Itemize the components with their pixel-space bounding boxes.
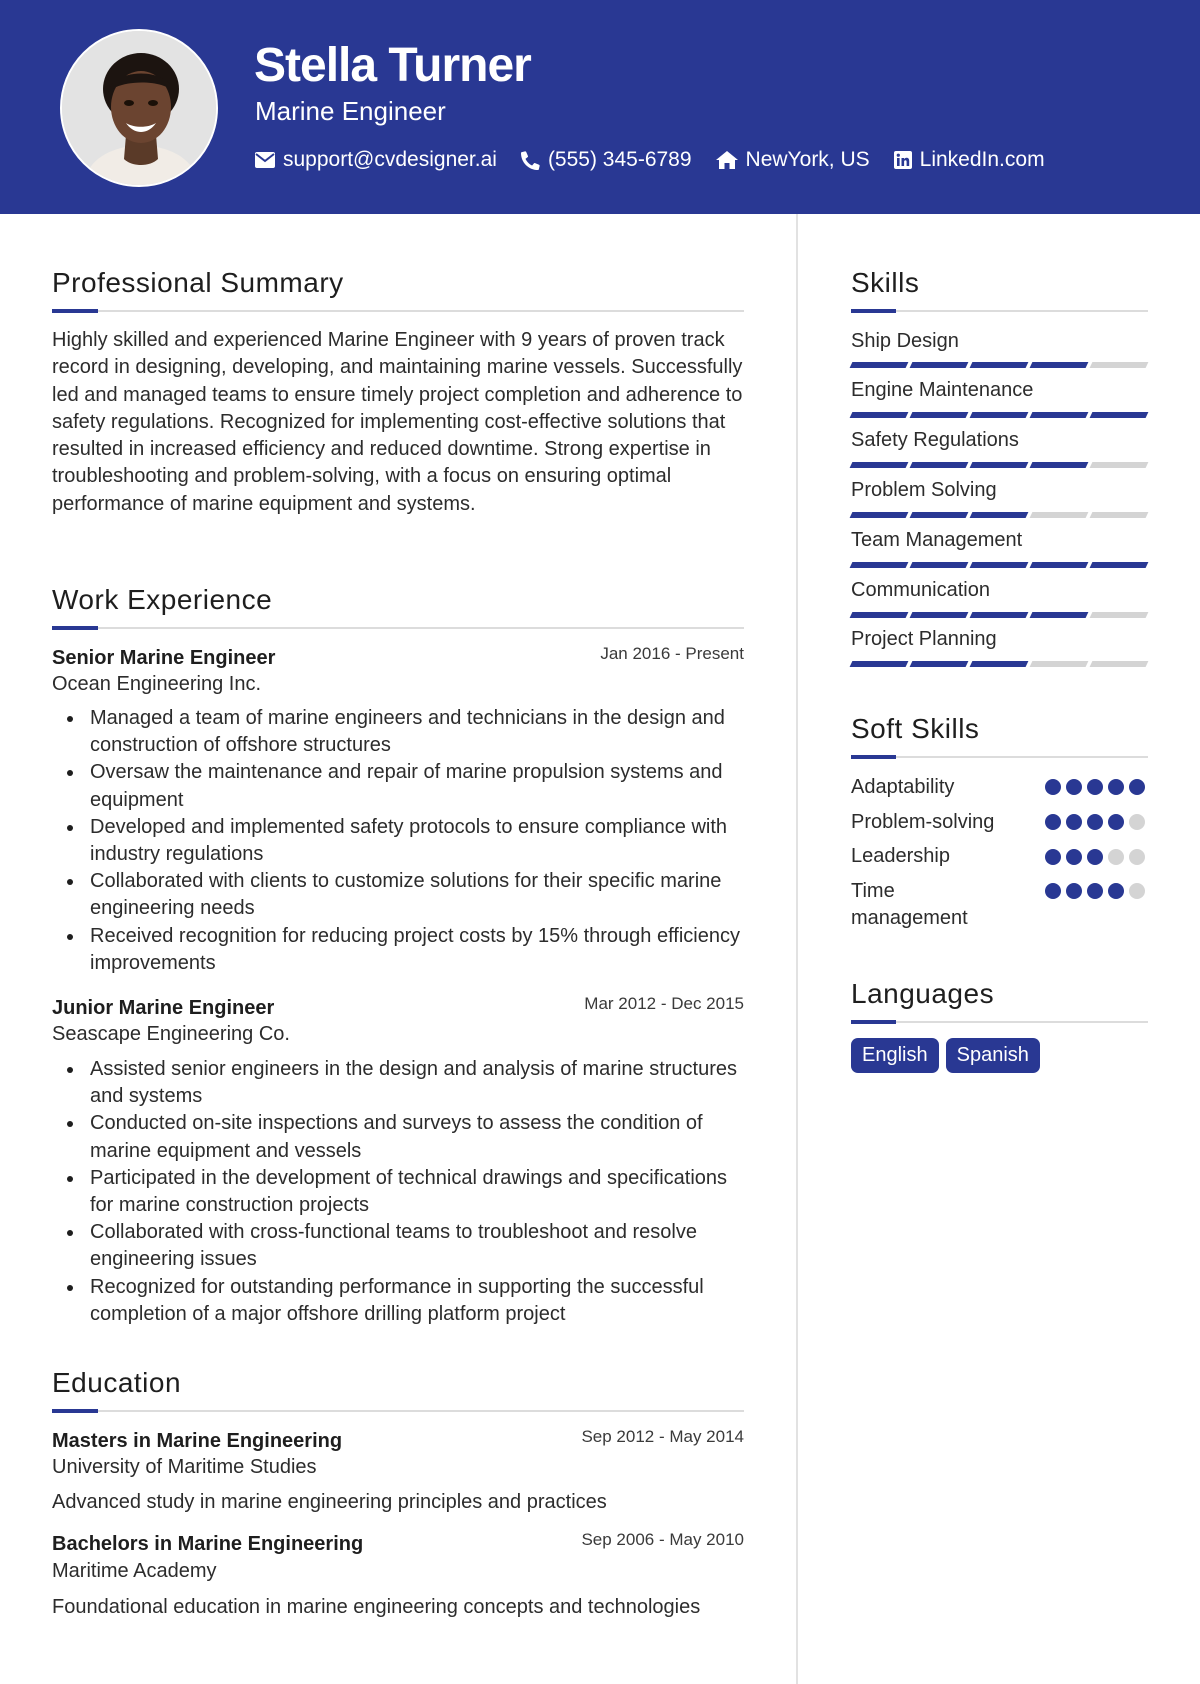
skill-segment-filled [1030, 462, 1089, 468]
education-heading: Education [52, 1367, 182, 1398]
skill-name: Safety Regulations [851, 429, 1019, 451]
experience-heading: Work Experience [52, 584, 273, 615]
soft-skill-name: Problem-solving [851, 811, 995, 833]
skill-bar [851, 661, 1147, 667]
skill-segment-filled [970, 462, 1029, 468]
job-company: Ocean Engineering Inc. [52, 673, 262, 695]
experience-rule [52, 627, 744, 629]
language-tags [851, 1038, 1040, 1073]
rating-dot-empty [1129, 883, 1145, 899]
soft-skill-name: Leadership [851, 845, 950, 867]
skill-segment-empty [1090, 462, 1149, 468]
education-rule [52, 1410, 744, 1412]
skill-segment-filled [910, 362, 969, 368]
envelope-icon [255, 152, 275, 168]
skill-segment-filled [970, 612, 1029, 618]
skill-segment-empty [1090, 362, 1149, 368]
job-bullets [52, 705, 752, 977]
skill-name: Team Management [851, 529, 1023, 551]
list-item: Conducted on-site inspections and surveys to assess the condition of marine equipment and vessels [52, 1110, 752, 1164]
skill-name: Ship Design [851, 330, 959, 352]
degree-description: Foundational education in marine engineering concepts and technologies [52, 1596, 701, 1618]
linkedin-icon [894, 151, 912, 169]
skill-segment-filled [850, 512, 909, 518]
rating-dot-filled [1045, 779, 1061, 795]
skill-segment-filled [850, 562, 909, 568]
contact-linkedin[interactable] [894, 146, 1045, 174]
skill-segment-filled [910, 661, 969, 667]
skill-bar [851, 412, 1147, 418]
skill-segment-filled [910, 462, 969, 468]
experience-rule-accent [52, 626, 98, 630]
skill-segment-filled [970, 362, 1029, 368]
soft-skill-rating [1045, 849, 1145, 865]
candidate-title: Marine Engineer [255, 96, 446, 126]
rating-dot-filled [1066, 779, 1082, 795]
skill-name: Problem Solving [851, 479, 997, 501]
skill-name: Engine Maintenance [851, 379, 1034, 401]
summary-heading: Professional Summary [52, 267, 344, 298]
phone-text: (555) 345-6789 [547, 148, 692, 171]
language-tag: English [851, 1038, 939, 1073]
degree-title: Masters in Marine Engineering [52, 1430, 343, 1452]
rating-dot-filled [1108, 814, 1124, 830]
skill-segment-empty [1030, 661, 1089, 667]
soft-skills-rule-accent [851, 755, 896, 759]
job-dates: Mar 2012 - Dec 2015 [584, 994, 744, 1013]
soft-skill-rating [1045, 814, 1145, 830]
list-item: Managed a team of marine engineers and technicians in the design and construction of offshore structures [52, 705, 752, 759]
rating-dot-filled [1045, 849, 1061, 865]
degree-description: Advanced study in marine engineering principles and practices [52, 1491, 607, 1513]
list-item: Collaborated with clients to customize solutions for their specific marine engineering needs [52, 868, 752, 922]
soft-skill-name: Adaptability [851, 776, 955, 798]
rating-dot-filled [1087, 883, 1103, 899]
soft-skill-rating [1045, 779, 1145, 795]
rating-dot-filled [1129, 779, 1145, 795]
avatar [60, 29, 218, 187]
contact-location [716, 146, 870, 174]
linkedin-text: LinkedIn.com [919, 148, 1045, 171]
skill-segment-filled [910, 562, 969, 568]
contact-phone[interactable] [521, 146, 692, 174]
candidate-name: Stella Turner [254, 39, 531, 92]
skill-bar [851, 562, 1147, 568]
summary-rule [52, 310, 744, 312]
school-name: University of Maritime Studies [52, 1456, 317, 1478]
skill-segment-empty [1090, 612, 1149, 618]
job-bullets [52, 1056, 752, 1328]
rating-dot-filled [1066, 814, 1082, 830]
education-rule-accent [52, 1409, 98, 1413]
soft-skills-heading: Soft Skills [851, 713, 980, 744]
rating-dot-filled [1108, 779, 1124, 795]
rating-dot-empty [1129, 849, 1145, 865]
skill-segment-filled [910, 412, 969, 418]
rating-dot-filled [1045, 814, 1061, 830]
skill-segment-filled [1030, 612, 1089, 618]
skill-bar [851, 512, 1147, 518]
list-item: Recognized for outstanding performance in supporting the successful completion of a major offshore drilling platform project [52, 1274, 752, 1328]
skill-name: Project Planning [851, 628, 997, 650]
column-divider [796, 214, 798, 1684]
degree-dates: Sep 2006 - May 2010 [581, 1530, 744, 1549]
resume-header [0, 0, 1200, 214]
email-text: support@cvdesigner.ai [283, 148, 497, 171]
list-item: Received recognition for reducing project costs by 15% through efficiency improvements [52, 923, 752, 977]
rating-dot-empty [1129, 814, 1145, 830]
job-dates: Jan 2016 - Present [600, 644, 744, 663]
degree-dates: Sep 2012 - May 2014 [581, 1427, 744, 1446]
location-text: NewYork, US [745, 148, 870, 171]
skill-segment-filled [850, 362, 909, 368]
rating-dot-filled [1087, 779, 1103, 795]
skill-segment-filled [970, 661, 1029, 667]
skill-segment-empty [1090, 512, 1149, 518]
rating-dot-filled [1087, 814, 1103, 830]
rating-dot-filled [1066, 883, 1082, 899]
list-item: Assisted senior engineers in the design and analysis of marine structures and systems [52, 1056, 752, 1110]
skill-bar [851, 362, 1147, 368]
rating-dot-empty [1108, 849, 1124, 865]
job-title: Junior Marine Engineer [52, 997, 275, 1019]
skill-segment-filled [970, 412, 1029, 418]
soft-skill-name: Time management [851, 880, 968, 929]
contact-email[interactable] [255, 146, 497, 174]
soft-skill-rating [1045, 883, 1145, 899]
skill-segment-filled [1090, 412, 1149, 418]
list-item: Oversaw the maintenance and repair of marine propulsion systems and equipment [52, 759, 752, 813]
skill-segment-empty [1030, 512, 1089, 518]
summary-rule-accent [52, 309, 98, 313]
skill-segment-filled [1030, 362, 1089, 368]
skill-name: Communication [851, 579, 990, 601]
skill-segment-filled [850, 462, 909, 468]
skill-segment-filled [850, 412, 909, 418]
phone-icon [521, 151, 540, 170]
skill-bar [851, 462, 1147, 468]
list-item: Participated in the development of technical drawings and specifications for marine construction projects [52, 1165, 752, 1219]
languages-rule-accent [851, 1020, 896, 1024]
skill-segment-filled [910, 512, 969, 518]
rating-dot-filled [1108, 883, 1124, 899]
rating-dot-filled [1066, 849, 1082, 865]
contact-row [255, 146, 1045, 174]
summary-text: Highly skilled and experienced Marine Engineer with 9 years of proven track record in designing, developing, and maintaining marine vessels. Successfully led and managed teams to ensure timely project completion and adherence to safety regulations. Recognized for implementing cost-effective solutions that resulted in increased efficiency and reduced downtime. Strong expertise in troubleshooting and problem-solving, with a focus on ensuring optimal performance of marine equipment and systems. [52, 329, 743, 515]
portrait-illustration [62, 31, 218, 187]
languages-heading: Languages [851, 978, 995, 1009]
job-title: Senior Marine Engineer [52, 647, 276, 669]
school-name: Maritime Academy [52, 1560, 217, 1582]
skill-segment-filled [910, 612, 969, 618]
language-tag: Spanish [946, 1038, 1040, 1073]
skill-bar [851, 612, 1147, 618]
skills-heading: Skills [851, 267, 920, 298]
rating-dot-filled [1045, 883, 1061, 899]
list-item: Developed and implemented safety protocols to ensure compliance with industry regulations [52, 814, 752, 868]
skill-segment-filled [1030, 412, 1089, 418]
skill-segment-empty [1090, 661, 1149, 667]
home-icon [716, 151, 738, 169]
list-item: Collaborated with cross-functional teams to troubleshoot and resolve engineering issues [52, 1219, 752, 1273]
skill-segment-filled [850, 661, 909, 667]
skill-segment-filled [1030, 562, 1089, 568]
skill-segment-filled [970, 512, 1029, 518]
skill-segment-filled [1090, 562, 1149, 568]
skill-segment-filled [850, 612, 909, 618]
job-company: Seascape Engineering Co. [52, 1023, 290, 1045]
degree-title: Bachelors in Marine Engineering [52, 1533, 364, 1555]
rating-dot-filled [1087, 849, 1103, 865]
skill-segment-filled [970, 562, 1029, 568]
skills-rule-accent [851, 309, 896, 313]
